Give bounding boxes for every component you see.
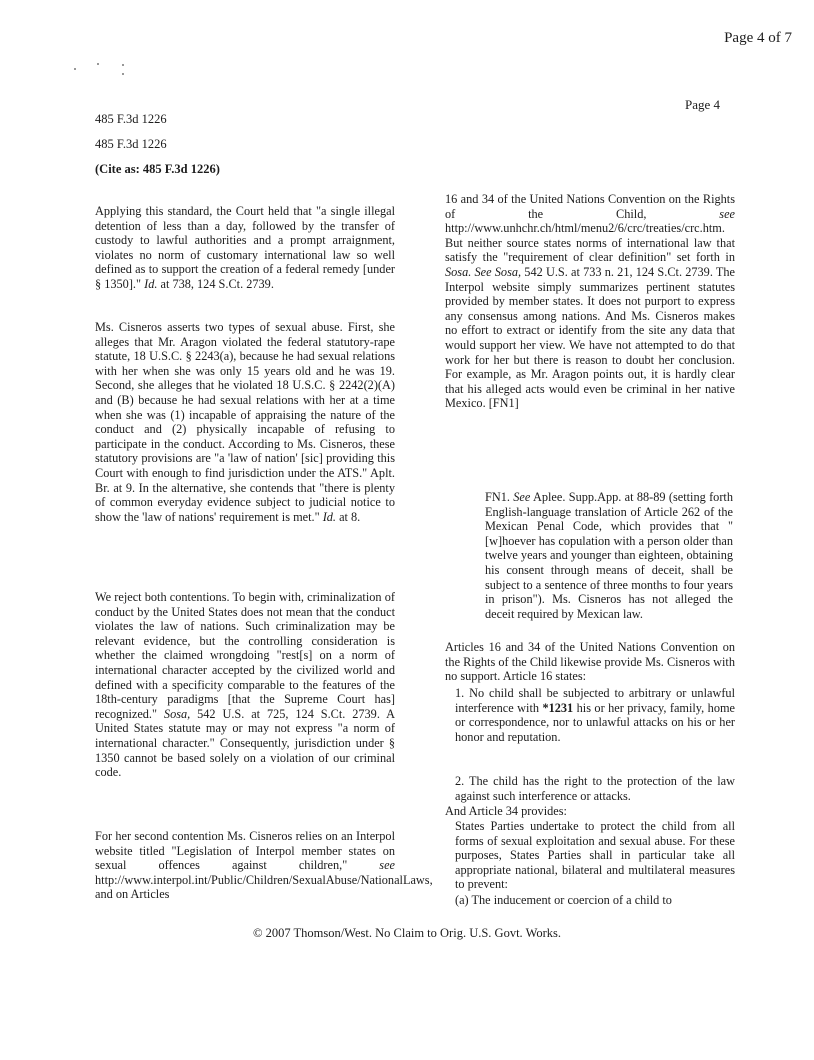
quoted-article: 2. The child has the right to the protection of the law against such interference or attacks. (455, 774, 735, 803)
paragraph: Applying this standard, the Court held that "a single illegal detention of less than a day, followed by the transfer of custody to lawful authorities and a prompt arraignment, violates no norm of customary international law so well defined as to support the creation of a federal remedy [under § 1350]." Id. at 738, 124 S.Ct. 2739. (95, 204, 395, 291)
footnote: FN1. See Aplee. Supp.App. at 88-89 (setting forth English-language translation of Article 262 of the Mexican Penal Code, which provides that "[w]hoever has copulation with a person older than twelve years and younger than eighteen, obtaining his consent through means of deceit, shall be subject to a sentence of three months to four years in prison"). Ms. Cisneros has not alleged the deceit required by Mexican law. (485, 490, 733, 621)
paragraph: Articles 16 and 34 of the United Nations Convention on the Rights of the Child likewise provide Ms. Cisneros with no support. Article 16 states: (445, 640, 735, 684)
scan-speck (74, 68, 76, 70)
page-number: Page 4 (685, 97, 721, 112)
citation-line: 485 F.3d 1226 (95, 112, 167, 126)
scan-speck (122, 64, 124, 66)
quoted-article: 1. No child shall be subjected to arbitrary or unlawful interference with *1231 his or her privacy, family, home or correspondence, nor to unlawful attacks on his or her honor and reputation. (455, 686, 735, 744)
paragraph: 16 and 34 of the United Nations Convention on the Rights of the Child, see http://www.unhchr.ch/html/menu2/6/crc/treaties/crc.htm. But neither source states norms of international law that satisfy the "requirement of clear definition" set forth in Sosa. See Sosa, 542 U.S. at 733 n. 21, 124 S.Ct. 2739. The Interpol website simply summarizes pertinent statutes provided by member states. It does not purport to express any consensus among nations. And Ms. Cisneros makes no effort to extract or identify from the site any data that would support her view. We have not attempted to do that work for her but there is reason to doubt her conclusion. For example, as Mr. Aragon points out, it is hardly clear that his alleged acts would even be criminal in her native Mexico. [FN1] (445, 192, 735, 411)
paragraph: Ms. Cisneros asserts two types of sexual abuse. First, she alleges that Mr. Aragon violated the federal statutory-rape statute, 18 U.S.C. § 2243(a), because he had sexual relations with her when she was only 15 years old and he was 19. Second, she alleges that he violated 18 U.S.C. § 2242(2)(A) and (B) because he had sexual relations with her at a time when she was (1) incapable of appraising the nature of the conduct and (2) physically incapable of refusing to participate in the conduct. According to Ms. Cisneros, these statutory provisions are "a 'law of nation' [sic] providing this Court with enough to find jurisdiction under the ATS." Aplt. Br. at 9. In the alternative, she contends that "there is plenty of common everyday evidence subject to judicial notice to show the 'law of nations' requirement is met." Id. at 8. (95, 320, 395, 524)
cite-as-line: (Cite as: 485 F.3d 1226) (95, 162, 220, 176)
scan-speck (122, 73, 124, 75)
paragraph: We reject both contentions. To begin with, criminalization of conduct by the United States does not mean that the conduct violates the law of nations. Such criminalization may be relevant evidence, but the controlling consideration is whether the claimed wrongdoing "rest[s] on a norm of international character accepted by the civilized world and defined with a specificity comparable to the features of the 18th-century paradigms [that the Supreme Court has] recognized." Sosa, 542 U.S. at 725, 124 S.Ct. 2739. A United States statute may or may not express "a norm of international character." Consequently, jurisdiction under § 1350 cannot be based solely on a violation of our criminal code. (95, 590, 395, 780)
page-counter: Page 4 of 7 (724, 30, 792, 46)
scan-speck (97, 63, 99, 65)
copyright-footer: © 2007 Thomson/West. No Claim to Orig. U.S. Govt. Works. (252, 926, 562, 940)
citation-line: 485 F.3d 1226 (95, 137, 167, 151)
paragraph: For her second contention Ms. Cisneros relies on an Interpol website titled "Legislation of Interpol member states on sexual offences against children," see http://www.interpol.int/Public/Children/SexualAbuse/NationalLaws, and on Articles (95, 829, 433, 902)
quoted-article: (a) The inducement or coercion of a child to (455, 893, 672, 907)
quoted-article: States Parties undertake to protect the child from all forms of sexual exploitation and sexual abuse. For these purposes, States Parties shall in particular take all appropriate national, bilateral and multilateral measures to prevent: (455, 819, 735, 892)
paragraph: And Article 34 provides: (445, 804, 567, 818)
